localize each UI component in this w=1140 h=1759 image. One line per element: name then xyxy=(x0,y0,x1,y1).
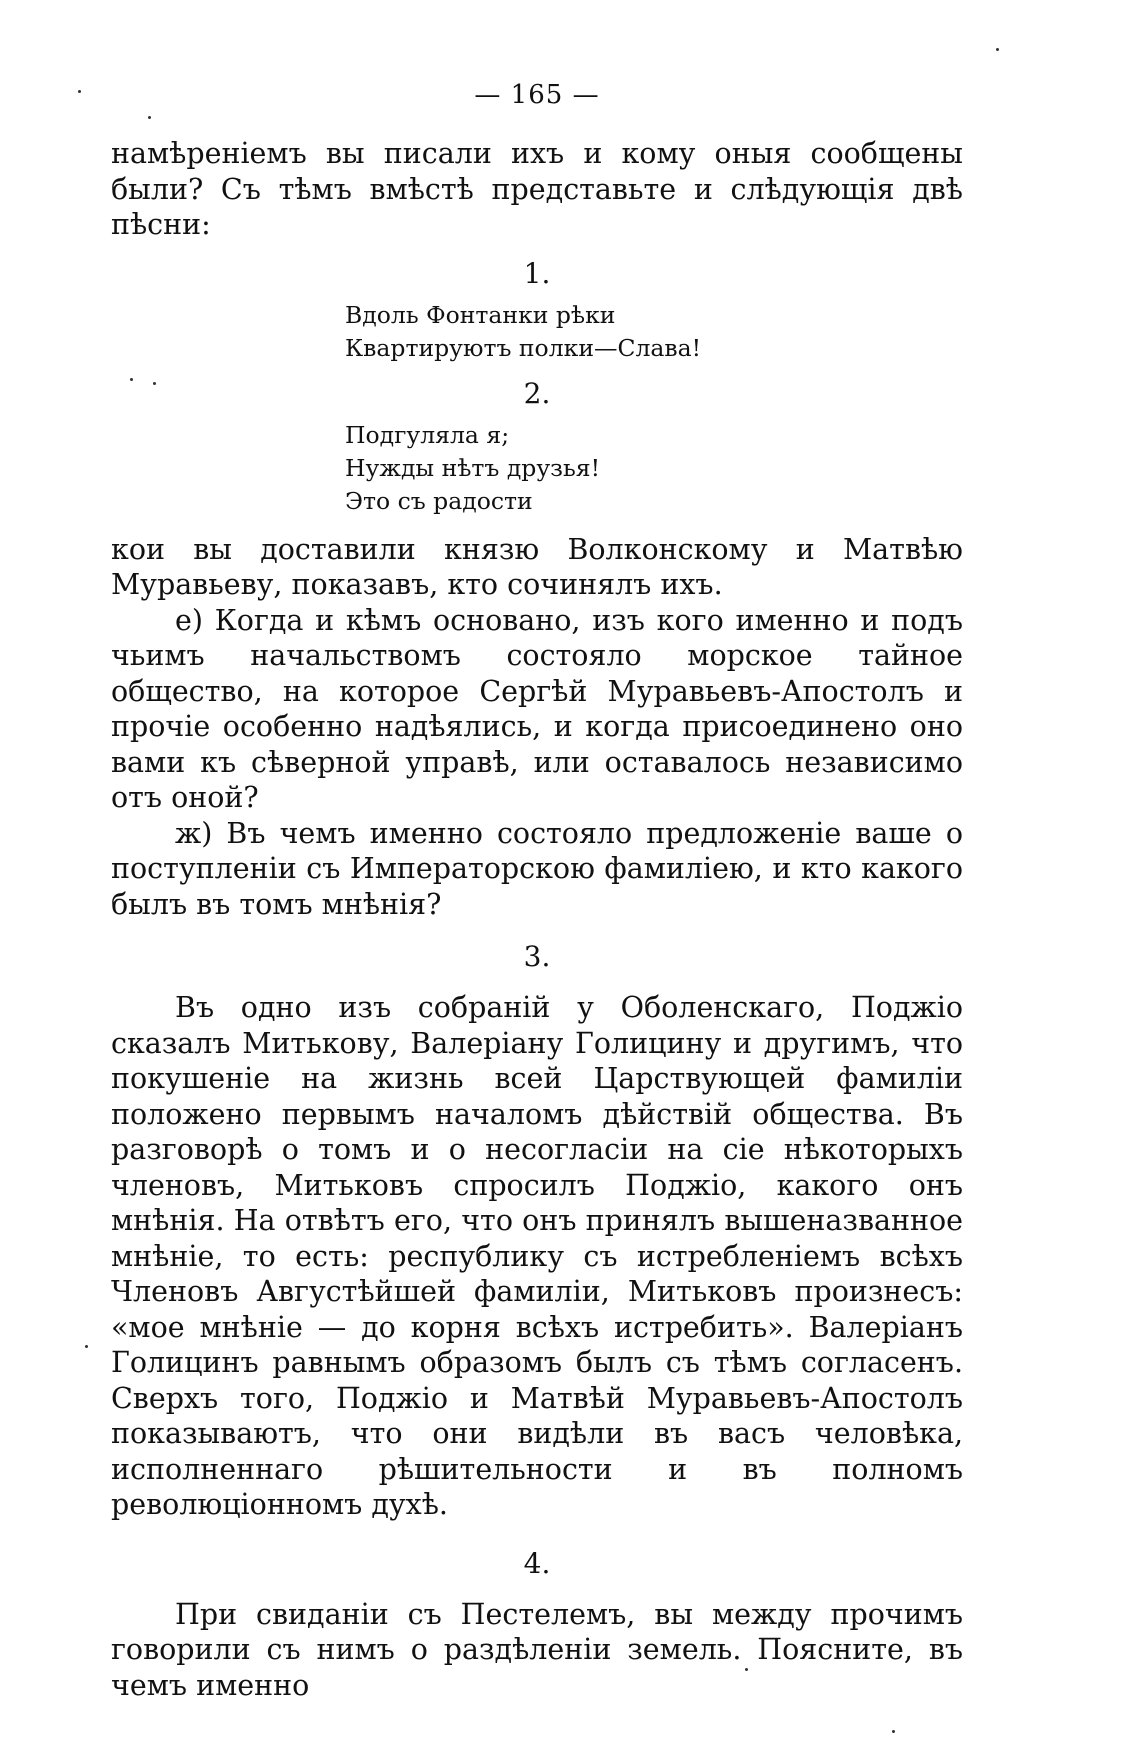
section-4-number: 4. xyxy=(523,1546,551,1580)
song-1-number: 1. xyxy=(523,256,551,290)
scan-speck xyxy=(85,1345,88,1348)
scan-speck xyxy=(130,378,133,381)
song-1-line-2: Квартируютъ полки—Слава! xyxy=(345,333,702,362)
section-3-number: 3. xyxy=(523,940,551,973)
section-3-text: Въ одно изъ собраній у Оболенскаго, Поджіо сказалъ Митькову, Валеріану Голицину и другимъ, что покушеніе на жизнь всей Царствующей фамиліи положено первымъ началомъ дѣйствій общества. Въ разговорѣ о томъ и о несогласіи на сіе нѣкоторыхъ членовъ, Митьковъ спросилъ Поджіо, какого онъ мнѣнія. На отвѣтъ его, что онъ принялъ вышеназванное мнѣніе, то есть: республику съ истребленіемъ всѣхъ Членовъ Августѣйшей фамиліи, Митьковъ произнесъ: «мое мнѣніе — до корня всѣхъ истребить». Валеріанъ Голицинъ равнымъ образомъ былъ съ тѣмъ согласенъ. Сверхъ того, Поджіо и Матвѣй Муравьевъ-Апостолъ показываютъ, что они видѣли въ васъ человѣка, исполненнаго рѣшительности и въ полномъ революціонномъ духѣ. xyxy=(111,991,963,1521)
song-2-number: 2. xyxy=(523,376,551,410)
scan-speck xyxy=(996,48,999,51)
scan-speck xyxy=(892,1730,895,1733)
section-4-text: При свиданіи съ Пестелемъ, вы между прочимъ говорили съ нимъ о раздѣленіи земель. Поясните, въ чемъ именно xyxy=(111,1597,963,1702)
after-songs-paragraph: кои вы доставили князю Волконскому и Матвѣю Муравьеву, показавъ, кто сочинялъ ихъ. xyxy=(111,532,963,601)
scan-speck xyxy=(745,1668,748,1671)
document-page xyxy=(111,80,963,1703)
paragraph-e: е) Когда и кѣмъ основано, изъ кого именно и подъ чьимъ начальствомъ состояло морское тайное общество, на которое Сергѣй Муравьевъ-Апостолъ и прочіе особенно надѣялись, и когда присоединено оно вами къ сѣверной управѣ, или оставалось независимо отъ оной? xyxy=(111,603,963,814)
paragraph-zh: ж) Въ чемъ именно состояло предложеніе ваше о поступленіи съ Императорскою фамиліею, и кто какого былъ въ томъ мнѣнія? xyxy=(111,816,963,921)
song-1-line-1: Вдоль Фонтанки рѣки xyxy=(345,300,616,329)
song-2-verse xyxy=(345,419,963,518)
song-2-line-1: Подгуляла я; xyxy=(345,420,510,449)
song-2-line-2: Нужды нѣтъ друзья! xyxy=(345,453,601,482)
scan-speck xyxy=(148,116,151,119)
song-1-verse xyxy=(345,299,963,365)
page-number: — 165 — xyxy=(474,80,600,110)
song-2-line-3: Это съ радости xyxy=(345,486,533,515)
scan-speck xyxy=(153,382,156,385)
intro-paragraph: намѣреніемъ вы писали ихъ и кому оныя сообщены были? Съ тѣмъ вмѣстѣ представьте и слѣдующія двѣ пѣсни: xyxy=(111,137,963,241)
scan-speck xyxy=(78,90,81,93)
